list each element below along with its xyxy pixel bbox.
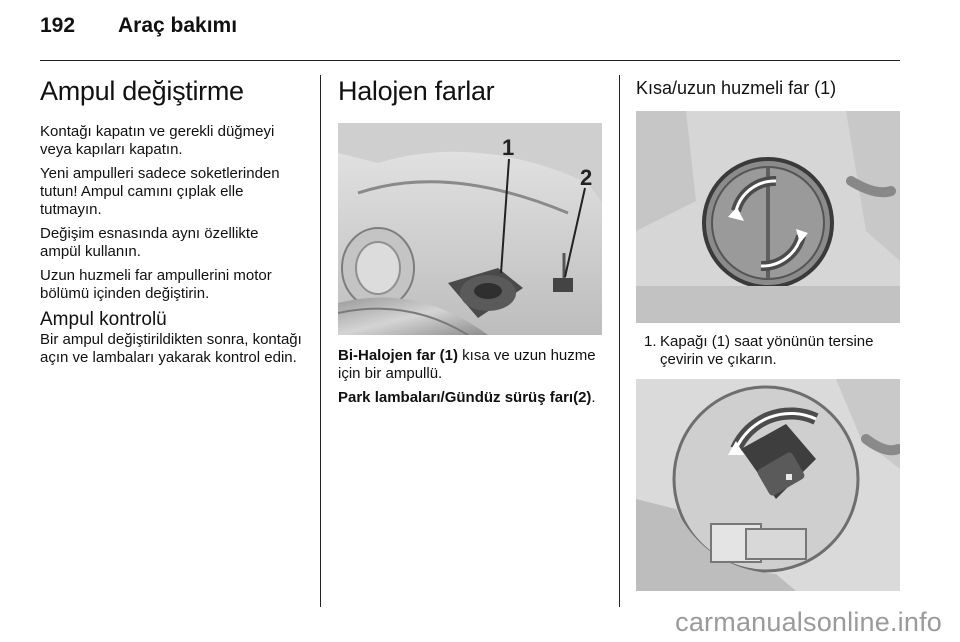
step-item xyxy=(636,333,900,369)
column-3 xyxy=(636,74,900,591)
halogen-headlight-figure xyxy=(338,123,602,335)
instruction-steps xyxy=(636,333,900,369)
caption-text: kısa ve uzun huzme için bir ampullü. xyxy=(338,347,596,382)
section-title-low-high-beam: Kısa/uzun huzmeli far (1) xyxy=(636,78,837,98)
subheading-bulb-check: Ampul kontrolü xyxy=(40,309,167,330)
paragraph: Uzun huzmeli far ampullerini motor bölümü içinden değiştirin. xyxy=(40,267,272,302)
figure-caption-2 xyxy=(338,389,604,407)
column-divider-2 xyxy=(619,75,620,607)
figure-label-1: 1 xyxy=(502,135,515,160)
caption-bold-bi-halogen: Bi-Halojen far (1) xyxy=(338,347,459,364)
figure-label-2: 2 xyxy=(580,165,593,190)
column-1 xyxy=(40,74,302,373)
bulb-socket-figure xyxy=(636,379,900,591)
section-title-bulb-replacement: Ampul değiştirme xyxy=(40,76,244,106)
headlight-cover-figure xyxy=(636,111,900,323)
paragraph: Değişim esnasında aynı özellikte ampül kullanın. xyxy=(40,225,259,260)
page-number: 192 xyxy=(40,14,76,37)
step-number: 1. xyxy=(644,333,657,350)
paragraph: Bir ampul değiştirildikten sonra, kontağı açın ve lambaları yakarak kontrol edin. xyxy=(40,331,302,366)
section-title-halogen-headlights: Halojen farlar xyxy=(338,76,495,106)
figure-caption-1 xyxy=(338,347,604,383)
column-divider-1 xyxy=(320,75,321,607)
column-2 xyxy=(338,74,604,413)
chapter-title: Araç bakımı xyxy=(118,14,238,37)
watermark: carmanualsonline.info xyxy=(675,607,942,637)
header-rule xyxy=(40,60,900,61)
paragraph: Kontağı kapatın ve gerekli düğmeyi veya kapıları kapatın. xyxy=(40,123,275,158)
caption-text: . xyxy=(591,389,596,406)
step-text: Kapağı (1) saat yönünün tersine çevirin ve çıkarın. xyxy=(660,333,874,368)
caption-bold-parking-lights: Park lambaları/Gündüz sürüş farı(2) xyxy=(338,389,592,406)
paragraph: Yeni ampulleri sadece soketlerinden tutun! Ampul camını çıplak elle tutmayın. xyxy=(40,165,280,218)
